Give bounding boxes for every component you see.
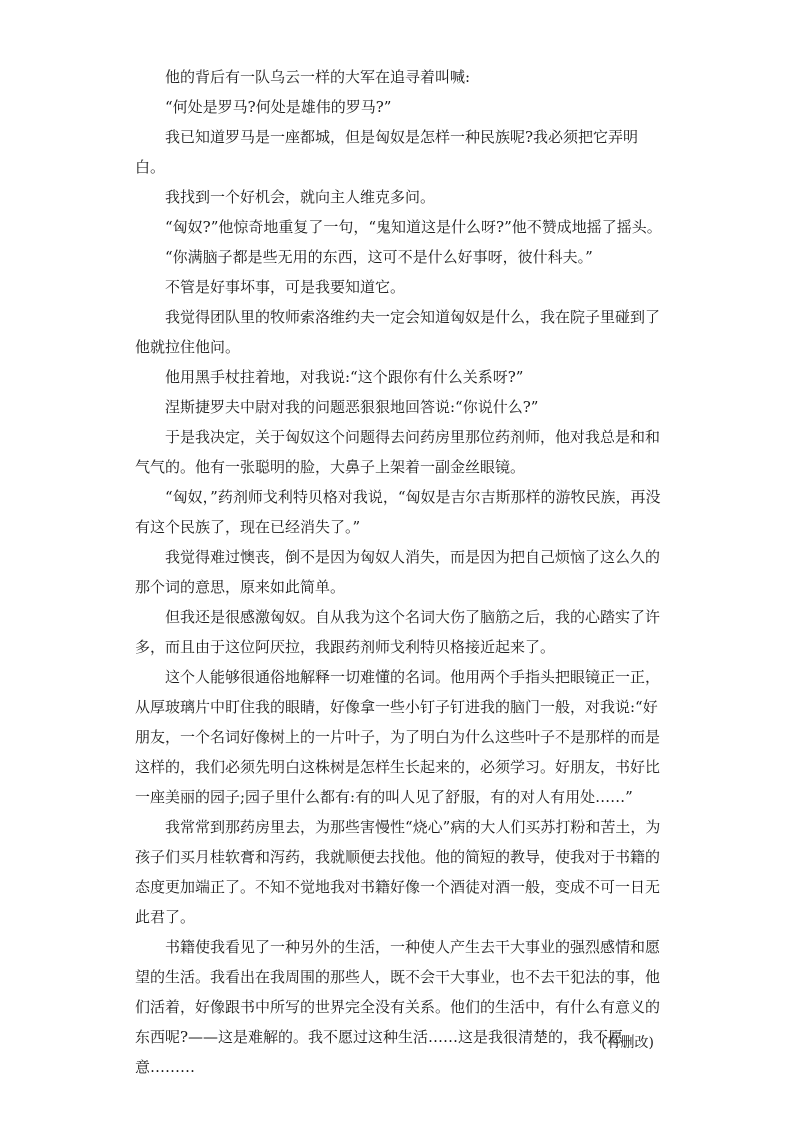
paragraph-6: “你满脑子都是些无用的东西，这可不是什么好事呀，彼什科夫。” xyxy=(165,248,593,266)
paragraph-8: 我觉得团队里的牧师索洛维约夫一定会知道匈奴是什么，我在院子里碰到了他就拉住他问。 xyxy=(135,308,661,356)
paragraph-3: 我已知道罗马是一座都城，但是匈奴是怎样一种民族呢?我必须把它弄明白。 xyxy=(135,128,639,176)
paragraph-5: “匈奴?”他惊奇地重复了一句，“鬼知道这是什么呀?”他不赞成地摇了摇头。 xyxy=(165,218,662,236)
paragraph-1: 他的背后有一队乌云一样的大军在追寻着叫喊: xyxy=(165,68,471,86)
paragraph-13: 我觉得难过懊丧，倒不是因为匈奴人消失，而是因为把自己烦恼了这么久的那个词的意思，原来如此简单。 xyxy=(135,548,661,596)
paragraph-4: 我找到一个好机会，就向主人维克多问。 xyxy=(165,188,436,206)
paragraph-7: 不管是好事坏事，可是我要知道它。 xyxy=(165,278,406,296)
source-note: (有删改) xyxy=(601,1035,654,1051)
article-body xyxy=(135,62,665,1082)
paragraph-17: 书籍使我看见了一种另外的生活，一种使人产生去干大事业的强烈感情和愿望的生活。我看出在我周围的那些人，既不会干大事业，也不去干犯法的事，他们活着，好像跟书中所写的世界完全没有关系。他们的生活中，有什么有意义的东西呢?——这是难解的。我不愿过这种生活……这是我很清楚的，我不愿意……… xyxy=(135,938,661,1076)
paragraph-16: 我常常到那药房里去，为那些害慢性“烧心”病的大人们买苏打粉和苦土，为孩子们买月桂软膏和泻药，我就顺便去找他。他的简短的教导，使我对于书籍的态度更加端正了。不知不觉地我对书籍好像一个酒徒对酒一般，变成不可一日无此君了。 xyxy=(135,818,661,926)
paragraph-11: 于是我决定，关于匈奴这个问题得去问药房里那位药剂师，他对我总是和和气气的。他有一张聪明的脸，大鼻子上架着一副金丝眼镜。 xyxy=(135,428,661,476)
paragraph-10: 涅斯捷罗夫中尉对我的问题恶狠狠地回答说:“你说什么?” xyxy=(165,398,539,416)
paragraph-9: 他用黑手杖拄着地，对我说:“这个跟你有什么关系呀?” xyxy=(165,368,524,386)
paragraph-2: “何处是罗马?何处是雄伟的罗马?” xyxy=(165,98,392,116)
paragraph-12: “匈奴，”药剂师戈利特贝格对我说，“匈奴是吉尔吉斯那样的游牧民族，再没有这个民族了，现在已经消失了。” xyxy=(135,488,661,536)
paragraph-15: 这个人能够很通俗地解释一切难懂的名词。他用两个手指头把眼镜正一正，从厚玻璃片中盯住我的眼睛，好像拿一些小钉子钉进我的脑门一般，对我说:“好朋友，一个名词好像树上的一片叶子，为了明白为什么这些叶子不是那样的而是这样的，我们必须先明白这株树是怎样生长起来的，必须学习。好朋友，书好比一座美丽的园子;园子里什么都有:有的叫人见了舒服，有的对人有用处……” xyxy=(135,668,661,806)
paragraph-14: 但我还是很感激匈奴。自从我为这个名词大伤了脑筋之后，我的心踏实了许多，而且由于这位阿厌拉，我跟药剂师戈利特贝格接近起来了。 xyxy=(135,608,661,656)
